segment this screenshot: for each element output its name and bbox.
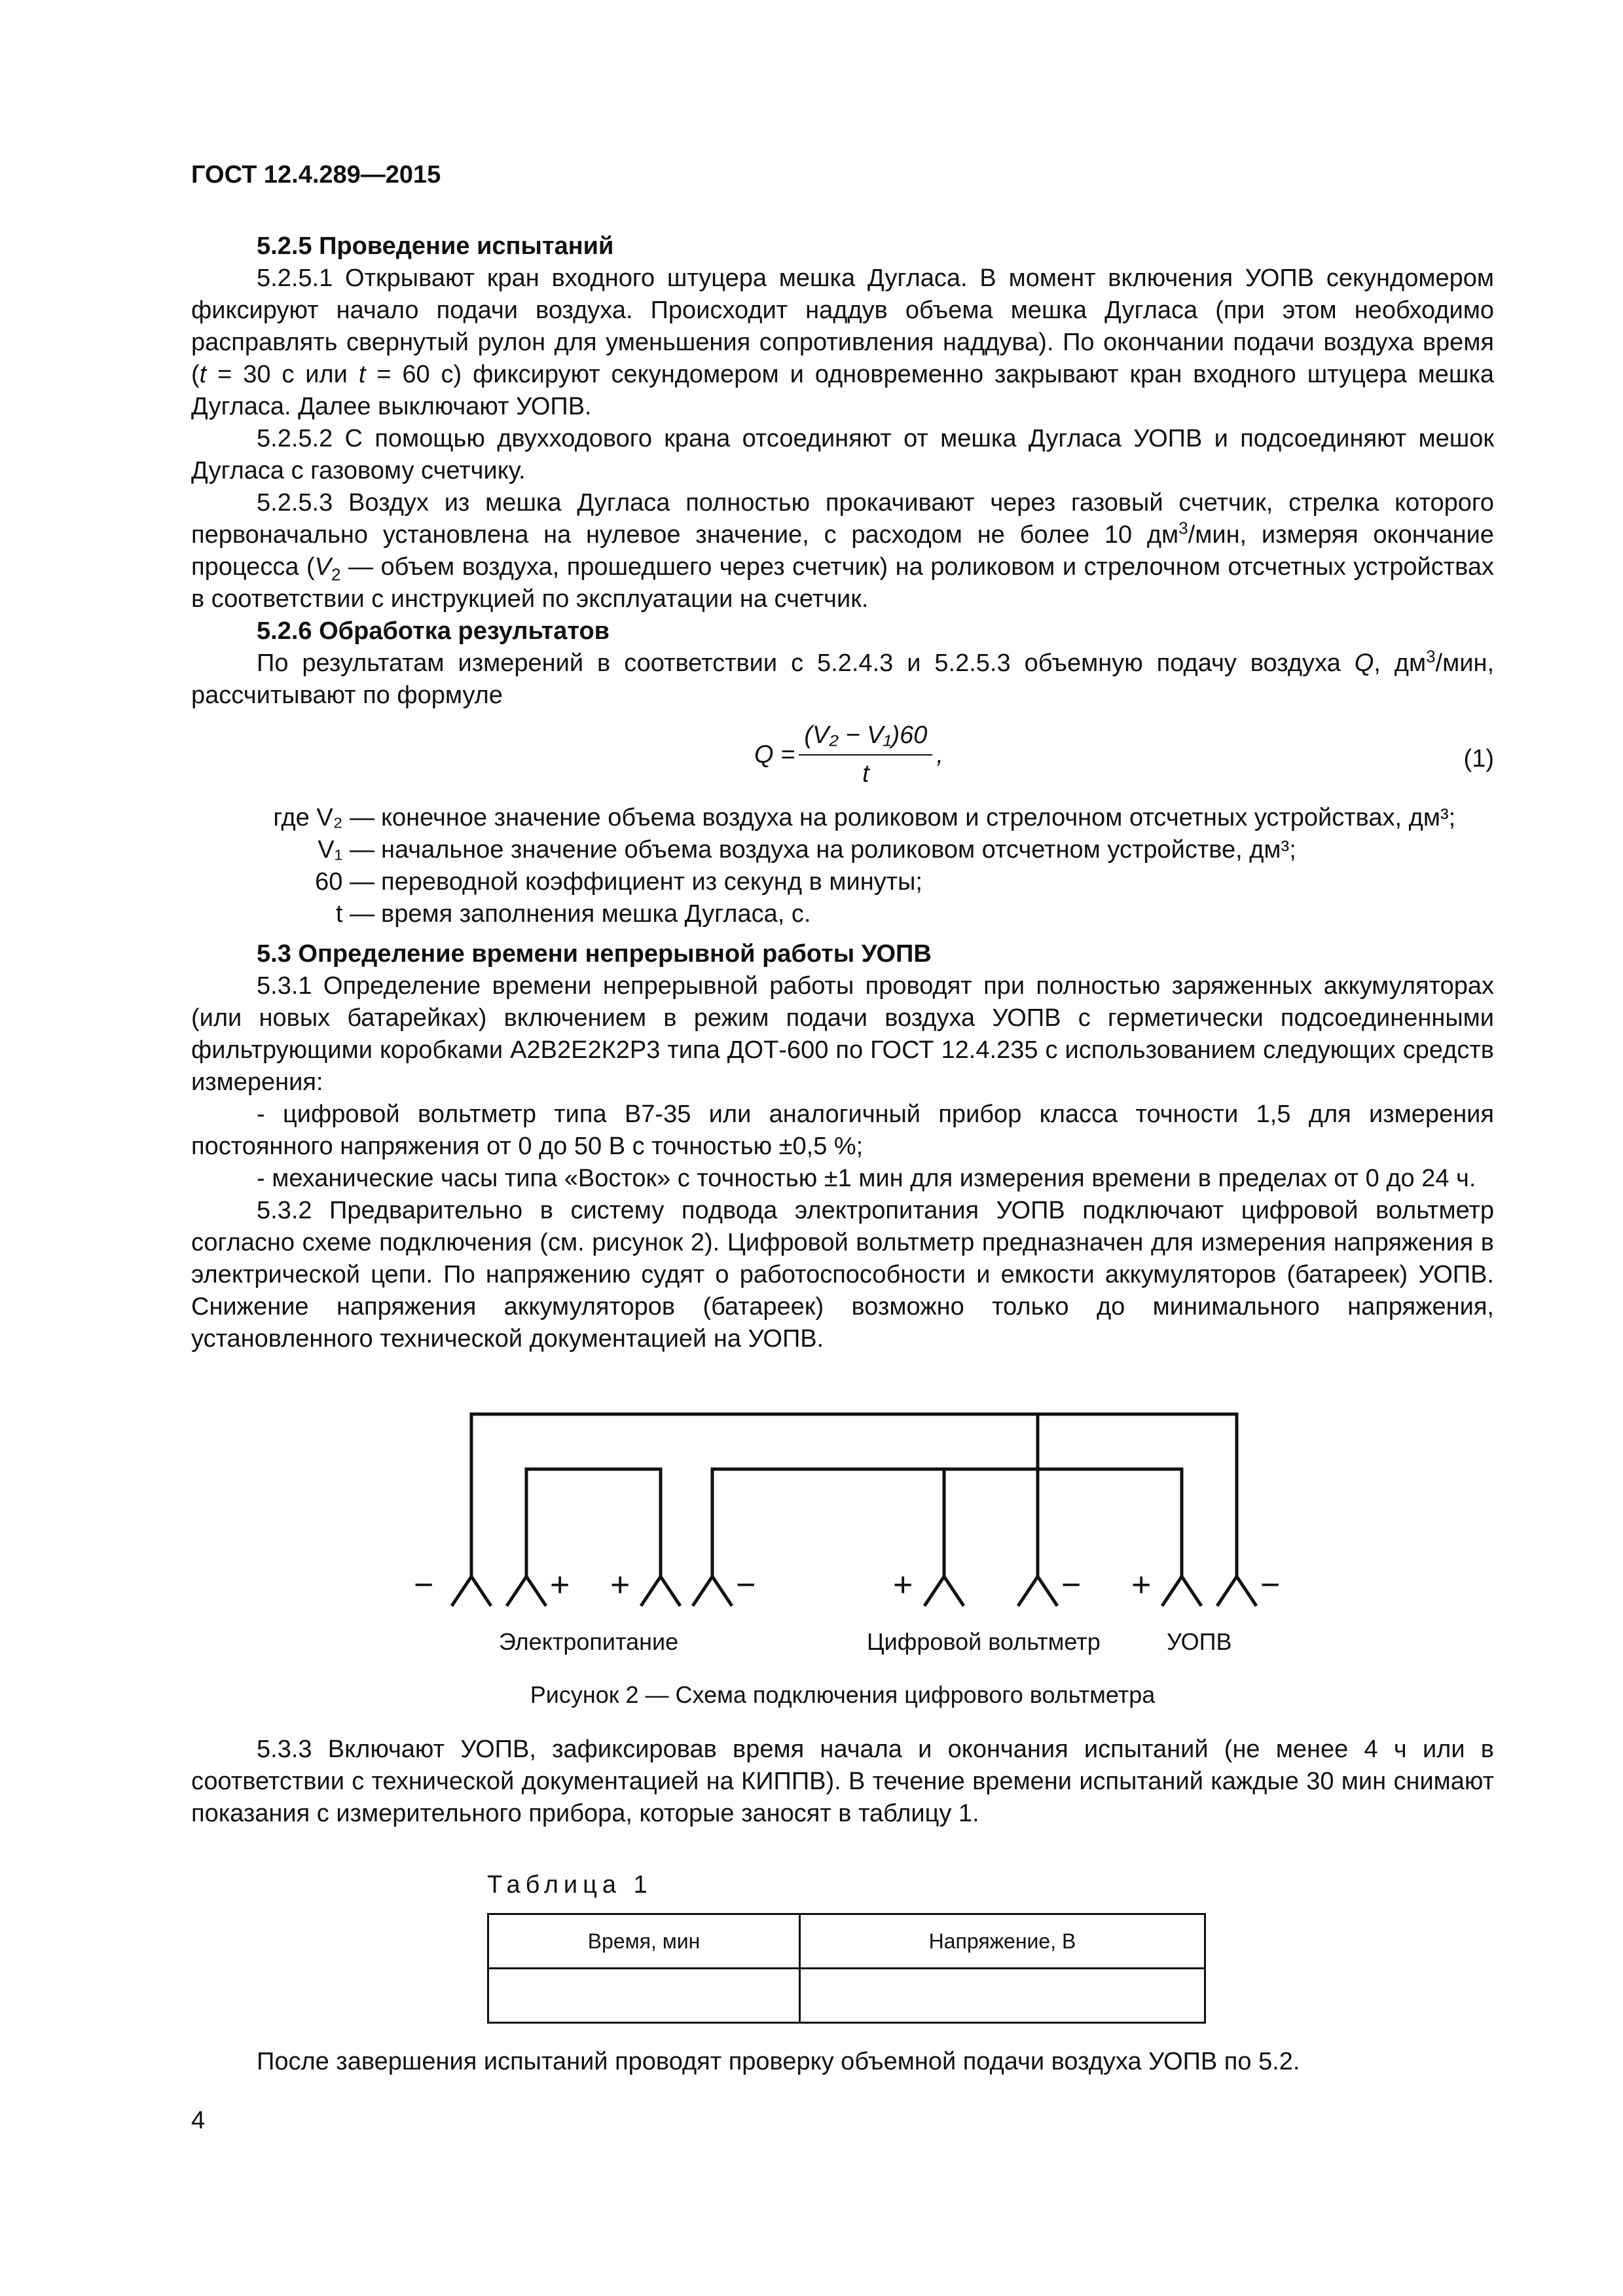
table-row	[488, 1969, 1205, 2023]
formula-definitions	[191, 802, 1494, 930]
paragraph-5-2-5-1: 5.2.5.1 Открывают кран входного штуцера мешка Дугласа. В момент включения УОПВ секундомером фиксируют начало подачи воздуха. Происходит наддув объема мешка Дугласа (при этом необходимо расправлять свернутый рулон для уменьшения сопротивления наддува). По окончании подачи воздуха время (t = 30 с или t = 60 с) фиксируют секундомером и одновременно закрывают кран входного штуцера мешка Дугласа. Далее выключают УОПВ.	[191, 264, 1494, 420]
terminal	[1162, 1576, 1201, 1606]
page-number: 4	[191, 2107, 206, 2134]
formula-number: (1)	[1463, 745, 1494, 773]
terminal-sign: +	[893, 1566, 913, 1604]
section-heading-5-2-6: 5.2.6 Обработка результатов	[257, 617, 610, 645]
definition-row	[191, 802, 1494, 834]
section-heading-5-2-5: 5.2.5 Проведение испытаний	[257, 232, 614, 260]
terminal	[507, 1576, 546, 1606]
formula-1	[754, 720, 943, 790]
paragraph-5-3-3: 5.3.3 Включают УОПВ, зафиксировав время начала и окончания испытаний (не менее 4 ч или в соответствии с технической документацией на КИППВ). В течение времени испытаний каждые 30 мин снимают показания с измерительного прибора, которые заносят в таблицу 1.	[191, 1736, 1494, 1827]
paragraph-5-2-6: По результатам измерений в соответствии с 5.2.4.3 и 5.2.5.3 объемную подачу воздуха Q, $дм^3$/мин, рассчитывают по формуле	[191, 646, 1494, 709]
minus-wire	[712, 1469, 1182, 1576]
formula-fraction	[799, 720, 932, 790]
definition-symbol: 60 —	[315, 868, 374, 896]
table-cell	[488, 1969, 800, 2023]
table-1	[487, 1913, 1206, 2024]
formula-tail: ,	[936, 740, 943, 769]
table-header-row	[488, 1914, 1205, 1969]
label-power: Электропитание	[499, 1628, 679, 1655]
terminal-sign: −	[1260, 1566, 1281, 1604]
definition-text: начальное значение объема воздуха на роликовом отсчетном устройстве, дм³;	[381, 836, 1296, 864]
terminal	[924, 1576, 964, 1606]
definition-symbol: V₁ —	[318, 836, 374, 864]
paragraph-5-2-5-2: 5.2.5.2 С помощью двухходового крана отсоединяют от мешка Дугласа УОПВ и подсоединяют мешок Дугласа с газовому счетчику.	[191, 425, 1494, 484]
terminal-sign: −	[414, 1566, 434, 1604]
table-header-cell: Напряжение, В	[799, 1914, 1205, 1969]
terminal	[641, 1576, 680, 1606]
definition-row	[191, 866, 1494, 898]
terminal-sign: −	[1061, 1566, 1082, 1604]
terminal-sign: +	[610, 1566, 630, 1604]
definition-text: время заполнения мешка Дугласа, с.	[381, 900, 811, 928]
terminal-sign: +	[1131, 1566, 1152, 1604]
table-header-cell: Время, мин	[488, 1914, 800, 1969]
definition-symbol: где V₂ —	[273, 804, 374, 831]
table-cell	[799, 1969, 1205, 2023]
definition-row	[191, 834, 1494, 866]
wiring-diagram-svg	[191, 1380, 1494, 1668]
table-caption: Таблица 1	[487, 1871, 653, 1899]
list-item-clock: - механические часы типа «Восток» с точностью ±1 мин для измерения времени в пределах от 0 до 24 ч.	[257, 1165, 1476, 1192]
definition-text: переводной коэффициент из секунд в минуты;	[381, 868, 922, 896]
list-item-voltmeter: - цифровой вольтметр типа В7-35 или аналогичный прибор класса точности 1,5 для измерения постоянного напряжения от 0 до 50 В с точностью ±0,5 %;	[191, 1101, 1494, 1160]
definition-text: конечное значение объема воздуха на роликовом и стрелочном отсчетных устройствах, дм³;	[381, 804, 1456, 831]
section-heading-5-3: 5.3 Определение времени непрерывной работы УОПВ	[257, 940, 932, 968]
terminal-sign: −	[736, 1566, 756, 1604]
terminal	[693, 1576, 732, 1606]
formula-numerator: (V₂ − V₁)60	[799, 720, 932, 756]
page-content	[191, 230, 1494, 2078]
figure-2-wiring-diagram	[191, 1380, 1494, 1721]
plus-wire	[526, 1469, 661, 1576]
terminal-sign: +	[550, 1566, 570, 1604]
document-header: ГОСТ 12.4.289—2015	[191, 161, 441, 189]
paragraph-5-3-2: 5.3.2 Предварительно в систему подвода электропитания УОПВ подключают цифровой вольтметр согласно схеме подключения (см. рисунок 2). Цифровой вольтметр предназначен для измерения напряжения в электрической цепи. По напряжению судят о работоспособности и емкости аккумуляторов (батареек) УОПВ. Снижение напряжения аккумуляторов (батареек) возможно только до минимального напряжения, установленного технической документацией на УОПВ.	[191, 1197, 1494, 1353]
paragraph-final: После завершения испытаний проводят проверку объемной подачи воздуха УОПВ по 5.2.	[257, 2048, 1300, 2075]
formula-lhs: Q =	[754, 740, 795, 769]
label-voltmeter: Цифровой вольтметр	[867, 1628, 1101, 1655]
label-uopv: УОПВ	[1167, 1628, 1232, 1655]
definition-symbol: t —	[335, 900, 374, 928]
formula-denominator: t	[862, 760, 869, 788]
terminal	[1217, 1576, 1256, 1606]
formula-block	[191, 712, 1494, 798]
figure-caption: Рисунок 2 — Схема подключения цифрового вольтметра	[530, 1681, 1156, 1708]
terminal	[1018, 1576, 1057, 1606]
outer-wire	[471, 1414, 1237, 1576]
paragraph-5-2-5-3: 5.2.5.3 Воздух из мешка Дугласа полностью прокачивают через газовый счетчик, стрелка которого первоначально установлена на нулевое значение, с расходом не более 10 $дм^3$/мин, измеряя окончание процесса ($V_2$ — объем воздуха, прошедшего через счетчик) на роликовом и стрелочном отсчетных устройствах в соответствии с инструкцией по эксплуатации на счетчик.	[191, 489, 1494, 613]
terminal	[452, 1576, 491, 1606]
paragraph-5-3-1: 5.3.1 Определение времени непрерывной работы проводят при полностью заряженных аккумуляторах (или новых батарейках) включением в режим подачи воздуха УОПВ с герметически подсоединенными фильтрующими коробками А2В2Е2К2Р3 типа ДОТ-600 по ГОСТ 12.4.235 с использованием следующих средств измерения:	[191, 972, 1494, 1096]
definition-row	[191, 898, 1494, 930]
